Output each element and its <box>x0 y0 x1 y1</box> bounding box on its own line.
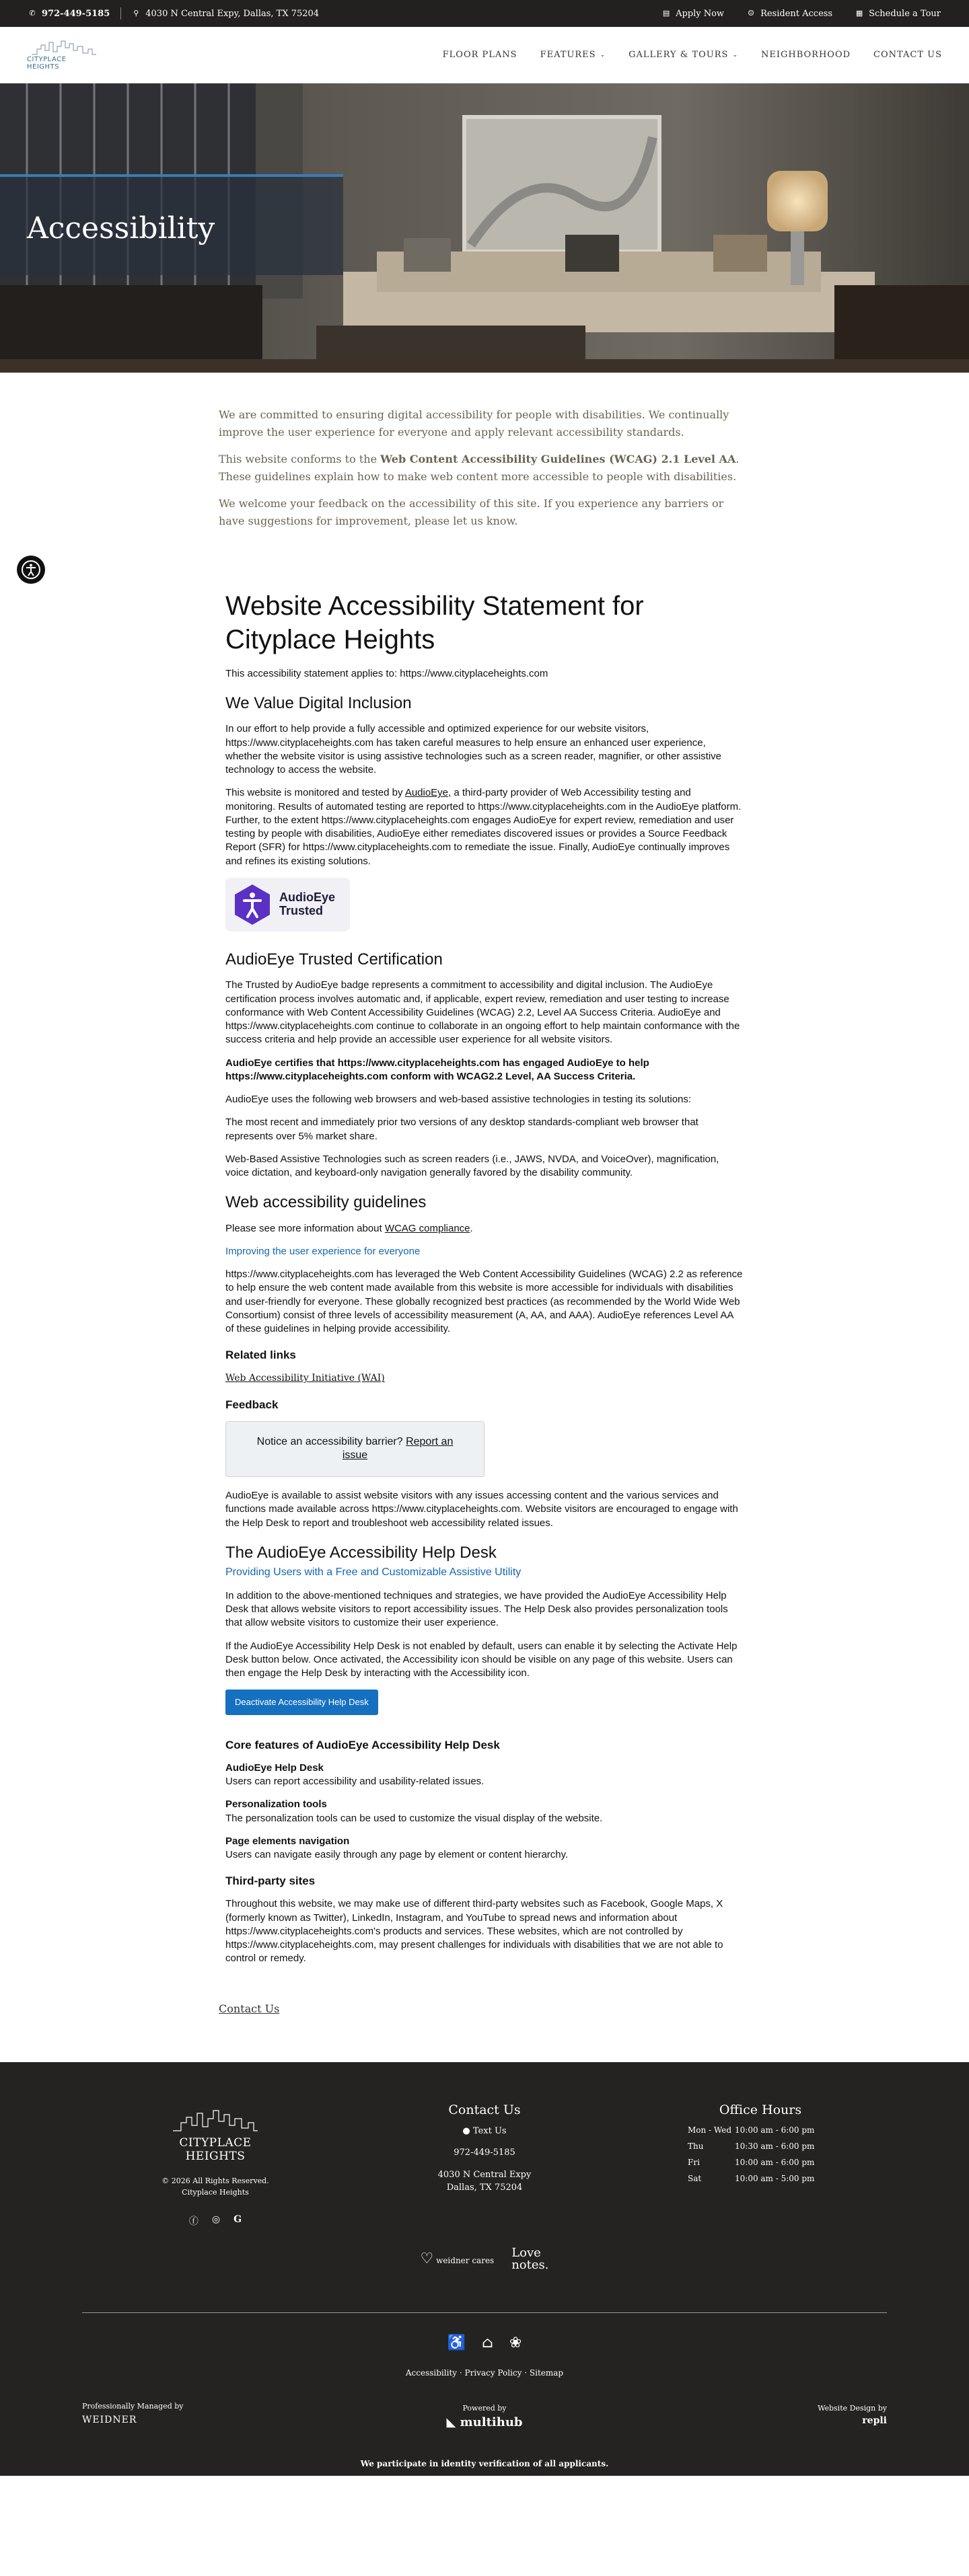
hours-time: 10:30 am - 6:00 pm <box>735 2141 815 2151</box>
phone-link[interactable] <box>28 9 110 19</box>
compliance-icons <box>417 2335 552 2351</box>
apply-now-link[interactable] <box>662 9 724 19</box>
footer-link-sitemap[interactable]: Sitemap <box>529 2367 564 2378</box>
apply-now-label: Apply Now <box>676 8 725 19</box>
resident-access-link[interactable] <box>747 9 832 19</box>
nav-label: FLOOR PLANS <box>442 50 517 60</box>
footer-hours <box>673 2103 848 2190</box>
badge-line: Trusted <box>279 903 324 917</box>
design-by <box>818 2404 887 2426</box>
accessibility-toggle-button[interactable] <box>17 556 45 584</box>
hours-day: Thu <box>688 2141 704 2151</box>
wai-link[interactable]: Web Accessibility Initiative (WAI) <box>225 1373 385 1384</box>
heading-helpdesk: The AudioEye Accessibility Help Desk <box>225 1543 497 1562</box>
heading-guidelines: Web accessibility guidelines <box>225 1193 427 1212</box>
separator: · <box>459 2367 465 2378</box>
nav-label: GALLERY & TOURS <box>629 50 729 60</box>
text: Please see more information about <box>225 1222 385 1234</box>
footer-links <box>377 2368 592 2378</box>
intro-paragraph: We are committed to ensuring digital accessibility for people with disabilities. We continually improve the user experience for everyone and apply relevant accessibility standards. <box>219 408 729 439</box>
partner-logos <box>417 2247 552 2271</box>
weidner-logo[interactable]: WEIDNER <box>82 2414 137 2425</box>
paragraph: https://www.cityplaceheights.com has leveraged the Web Content Accessibility Guidelines (WCAG) 2.2 as reference to help ensure the web content made available from this website is more accessible for individuals with disabilities and user-friendly for everyone. These globally recognized best practices (as recommended by the World Wide Web Consortium) consist of three levels of accessibility measurement (A, AA, and AAA). AudioEye references Level AA of these guidelines in helping provide accessibility. <box>225 1268 743 1335</box>
multihub-icon: ◣ <box>446 2415 456 2429</box>
resident-access-label: Resident Access <box>760 8 833 19</box>
wheelchair-icon: ♿ <box>447 2334 466 2351</box>
equal-housing-icon: ⌂ <box>482 2334 493 2351</box>
heading-cert: AudioEye Trusted Certification <box>225 950 443 969</box>
hours-day: Mon - Wed <box>688 2125 732 2135</box>
intro-section <box>219 406 750 529</box>
divider <box>120 7 121 20</box>
social-links <box>151 2214 279 2228</box>
text-us-label: Text Us <box>472 2125 507 2136</box>
deactivate-helpdesk-button[interactable]: Deactivate Accessibility Help Desk <box>225 1690 378 1715</box>
powered-by-label: Powered by <box>462 2403 507 2413</box>
nav-label: FEATURES <box>540 50 596 60</box>
footer-brand-text: CITYPLACE HEIGHTS <box>179 2135 252 2163</box>
schedule-tour-label: Schedule a Tour <box>869 8 941 19</box>
nav-contact-us[interactable] <box>873 50 942 60</box>
paragraph: AudioEye is available to assist website visitors with any issues accessing content and the various services and functions made available across https://www.cityplaceheights.com. Website visitors are encouraged to engage with the Help Desk to report and troubleshoot web accessibility related issues. <box>225 1490 738 1529</box>
skyline-icon <box>30 40 98 56</box>
hours-row <box>673 2142 848 2151</box>
heading-core: Core features of AudioEye Accessibility Help Desk <box>225 1738 500 1751</box>
address-line: 4030 N Central Expy <box>437 2170 532 2181</box>
nav-floor-plans[interactable] <box>443 50 517 60</box>
statement-title: Website Accessibility Statement for Cityplace Heights <box>225 591 644 654</box>
chat-icon: ● <box>462 2125 470 2136</box>
paragraph: Web-Based Assistive Technologies such as screen readers (i.e., JAWS, NVDA, and VoiceOver), magnification, voice dictation, and keyboard-only navigation generally favored by the disability community. <box>225 1153 719 1179</box>
audioeye-logo-icon <box>231 883 274 926</box>
paragraph: If the AudioEye Accessibility Help Desk is not enabled by default, users can enable it by selecting the Activate Help Desk button below. Once activated, the Accessibility icon should be visible on any page of this website. Users can then engage the Help Desk by interacting with the Accessibility icon. <box>225 1640 738 1679</box>
hours-time: 10:00 am - 5:00 pm <box>735 2173 815 2183</box>
paragraph: AudioEye uses the following web browsers and web-based assistive technologies in testing its solutions: <box>225 1094 692 1106</box>
statement-applies: This accessibility statement applies to: https://www.cityplaceheights.com <box>225 667 548 679</box>
managed-by-label: Professionally Managed by <box>82 2401 184 2411</box>
user-icon: ☺ <box>748 9 754 17</box>
main-nav <box>443 50 942 60</box>
paragraph <box>225 786 744 868</box>
intro-paragraph <box>219 451 750 486</box>
heading-feedback: Feedback <box>225 1398 279 1411</box>
text: . <box>470 1222 473 1234</box>
contact-heading: Contact Us <box>448 2102 521 2117</box>
paragraph-bold: AudioEye certifies that https://www.cityplaceheights.com has engaged AudioEye to help https://www.cityplaceheights.com conform with WCAG2.2 Level, AA Success Criteria. <box>225 1057 649 1082</box>
hero-banner <box>0 83 969 373</box>
address-link[interactable] <box>132 9 319 19</box>
page-title: Accessibility <box>27 211 215 245</box>
feature-item <box>225 1835 744 1862</box>
feature-item <box>225 1761 744 1789</box>
document-icon: ▤ <box>662 9 670 17</box>
phone-icon: ✆ <box>29 9 36 17</box>
footer-link-privacy[interactable]: Privacy Policy <box>464 2367 522 2378</box>
calendar-icon: ▦ <box>855 9 863 17</box>
text-us-link[interactable] <box>417 2125 552 2138</box>
badge-line: AudioEye <box>279 891 336 905</box>
map-pin-icon: ⚲ <box>133 9 139 17</box>
text: Notice an accessibility barrier? <box>256 1435 406 1447</box>
badge-text <box>279 891 335 918</box>
paragraph: In our effort to help provide a fully accessible and optimized experience for our website visitors, https://www.cityplaceheights.com has taken careful measures to help ensure an enhanced user experience, whether the website visitor is using assistive technologies such as a screen reader, magnifier, or other assistive technology to access the website. <box>225 723 722 776</box>
managed-by <box>82 2402 184 2425</box>
footer-phone-link[interactable]: 972-449-5185 <box>454 2148 515 2158</box>
love-notes-line: Love <box>511 2245 541 2260</box>
design-by-label: Website Design by <box>818 2403 887 2413</box>
hours-row <box>673 2158 848 2167</box>
skyline-logo-icon <box>172 2109 259 2132</box>
nav-features[interactable] <box>540 50 606 60</box>
hours-row <box>673 2174 848 2183</box>
nav-gallery-tours[interactable] <box>629 50 738 60</box>
wcag-compliance-link[interactable]: WCAG compliance <box>384 1222 470 1234</box>
hours-day: Sat <box>688 2173 702 2183</box>
text: This website conforms to the <box>219 452 381 465</box>
intro-paragraph: We welcome your feedback on the accessibility of this site. If you experience any barriers or have suggestions for improvement, please let us know. <box>219 496 724 527</box>
hours-time: 10:00 am - 6:00 pm <box>735 2157 815 2167</box>
footer-divider <box>82 2312 887 2313</box>
text: . These guidelines explain how to make web content more accessible to people with disabilities. <box>219 452 740 483</box>
accessibility-icon <box>21 560 41 580</box>
feature-item <box>225 1798 744 1825</box>
feature-desc: Users can navigate easily through any page by element or content hierarchy. <box>225 1849 569 1861</box>
paragraph: The Trusted by AudioEye badge represents a commitment to accessibility and digital inclusion. The AudioEye certification process involves automatic and, if applicable, expert review, remediation and user testing to increase conformance with Web Content Accessibility Guidelines (WCAG) 2.2, Level AA Success Criteria. AudioEye and https://www.cityplaceheights.com continue to collaborate in an ongoing effort to help maintain conformance with the success criteria and help provide an accessible user experience for all website visitors. <box>225 979 740 1046</box>
footer-link-accessibility[interactable]: Accessibility <box>405 2367 458 2378</box>
chevron-down-icon: ⌄ <box>600 51 606 59</box>
report-issue-box <box>225 1421 485 1478</box>
helpdesk-subtitle: Providing Users with a Free and Customizable Assistive Utility <box>225 1566 522 1579</box>
paragraph: The most recent and immediately prior two versions of any desktop standards-compliant web browser that represents over 5% market share. <box>225 1116 698 1142</box>
separator: · <box>524 2367 530 2378</box>
site-logo[interactable] <box>27 40 101 71</box>
footer-contact <box>417 2103 552 2204</box>
footer-address[interactable] <box>417 2169 552 2195</box>
multihub-logo[interactable] <box>417 2415 552 2429</box>
audioeye-link[interactable]: AudioEye <box>404 787 449 799</box>
feature-desc: The personalization tools can be used to customize the visual display of the website. <box>225 1812 603 1824</box>
hours-row <box>673 2125 848 2135</box>
love-notes-logo[interactable] <box>511 2247 548 2271</box>
paragraph: Throughout this website, we may make use of different third-party websites such as Facebook, Google Maps, X (formerly known as Twitter), LinkedIn, Instagram, and YouTube to spread news and information about https://www.cityplaceheights.com's products and services. These websites, which are not controlled by https://www.cityplaceheights.com, may present challenges for individuals with disabilities that we are not able to control or remedy. <box>225 1898 723 1965</box>
heart-icon: ♡ <box>420 2250 434 2267</box>
heading-related: Related links <box>225 1349 296 1362</box>
schedule-tour-link[interactable] <box>855 9 941 19</box>
site-footer <box>0 2062 969 2476</box>
text: , a third-party provider of Web Accessibility testing and monitoring. Results of automated testing are reported to https://www.cityplaceheights.com in the AudioEye platform. Further, to the extent https://www.cityplaceheights.com engages AudioEye for expert review, remediation and user testing by people with disabilities, AudioEye either remediates discovered issues or provides a Source Feedback Report (SFR) for https://www.cityplaceheights.com to remediate the issue. Finally, AudioEye continually improves and refines its existing solutions. <box>225 787 742 867</box>
nav-neighborhood[interactable] <box>761 50 851 60</box>
copyright: © 2026 All Rights Reserved. Cityplace Heights <box>162 2176 269 2197</box>
feature-desc: Users can report accessibility and usability-related issues. <box>225 1776 485 1788</box>
accessibility-statement <box>225 590 744 1965</box>
site-header <box>0 27 969 83</box>
address-line: Dallas, TX 75204 <box>446 2183 523 2193</box>
audioeye-trusted-badge[interactable] <box>225 878 350 932</box>
google-icon[interactable]: G <box>234 2213 242 2225</box>
logo-text: CITYPLACE HEIGHTS <box>27 55 67 71</box>
report-issue-link[interactable]: Report an issue <box>342 1435 454 1462</box>
feature-title: Page elements navigation <box>225 1835 350 1847</box>
weidner-cares-logo[interactable] <box>421 2252 495 2267</box>
hours-time: 10:00 am - 6:00 pm <box>735 2125 815 2135</box>
feature-title: Personalization tools <box>225 1798 327 1811</box>
multihub-text: multihub <box>460 2415 523 2429</box>
nav-label: CONTACT US <box>873 50 942 60</box>
paragraph <box>225 1222 744 1236</box>
heading-third-party: Third-party sites <box>225 1874 316 1888</box>
hours-heading: Office Hours <box>719 2102 802 2117</box>
weidner-cares-text: weidner cares <box>436 2255 495 2265</box>
feature-title: AudioEye Help Desk <box>225 1761 324 1774</box>
contact-us-link[interactable]: Contact Us <box>219 2002 280 2015</box>
repli-logo[interactable]: repli <box>862 2415 887 2426</box>
powered-by <box>417 2404 552 2429</box>
phone-text: 972-449-5185 <box>42 8 110 19</box>
love-notes-line: notes. <box>511 2257 549 2272</box>
pet-friendly-icon: ❀ <box>509 2334 522 2351</box>
subheading-improving: Improving the user experience for everyone <box>225 1245 421 1257</box>
nav-label: NEIGHBORHOOD <box>761 50 851 60</box>
footer-brand <box>151 2109 279 2228</box>
hours-day: Fri <box>688 2157 700 2167</box>
address-text: 4030 N Central Expy, Dallas, TX 75204 <box>145 8 320 19</box>
text: This website is monitored and tested by <box>225 787 405 799</box>
heading-value: We Value Digital Inclusion <box>225 694 412 713</box>
paragraph: In addition to the above-mentioned techniques and strategies, we have provided the AudioEye Accessibility Help Desk that allows website visitors to report accessibility issues. The Help Desk also provides personalization tools that allow website visitors to customize their user experience. <box>225 1589 728 1629</box>
chevron-down-icon: ⌄ <box>732 51 738 59</box>
facebook-icon[interactable]: ⓕ <box>188 2215 199 2227</box>
instagram-icon[interactable]: ◎ <box>211 2213 221 2225</box>
wcag-bold: Web Content Accessibility Guidelines (WCAG) 2.1 Level AA <box>380 452 736 465</box>
top-bar <box>0 0 969 27</box>
verification-notice: We participate in identity verification of all applicants. <box>360 2458 609 2468</box>
